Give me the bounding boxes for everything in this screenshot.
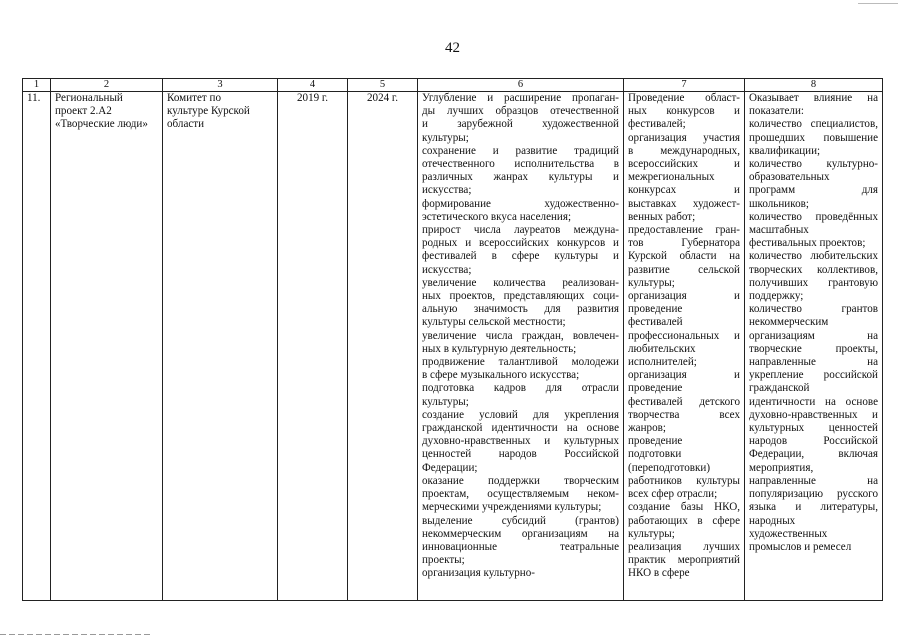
text-line: промыслов и ремесел [749, 540, 852, 553]
top-edge-rule [858, 3, 898, 4]
text-line: проведение [628, 435, 683, 448]
text-line: всероссийских и [628, 158, 740, 171]
text-line: фестивалей в сфере культуры и [422, 250, 619, 263]
text-line: гражданской идентичности на основе [422, 422, 619, 435]
column-header: 5 [348, 79, 418, 92]
text-line: укрепление российской [749, 369, 878, 382]
text-line: некоммерческим организациям на [422, 527, 619, 540]
text-line: (переподготовки) [628, 461, 711, 474]
column-header: 2 [51, 79, 163, 92]
text-line: творческие проекты, [749, 342, 878, 355]
text-line: инновационные театральные [422, 540, 619, 553]
text-line: фестивалей; [628, 118, 686, 131]
text-line: искусства; [422, 263, 472, 276]
text-line: организация и [628, 369, 740, 382]
text-line: области [167, 118, 205, 131]
text-line: выделение субсидий (грантов) [422, 514, 619, 527]
text-line: художественных [749, 527, 828, 540]
text-line: программ для [749, 184, 878, 197]
text-line: и зарубежной художественной [422, 118, 619, 131]
text-line: НКО в сфере [628, 567, 690, 580]
text-line: Оказывает влияние на [749, 92, 878, 104]
text-line: проект 2.А2 [55, 105, 112, 118]
column-header: 3 [163, 79, 278, 92]
text-line: ных проектов, представляющих соци- [422, 290, 619, 303]
text-line: организациям на [749, 329, 878, 342]
text-line: масштабных [749, 224, 809, 237]
bottom-edge-rule [0, 634, 150, 635]
text-line: реализация лучших [628, 540, 740, 553]
text-line: количество проведённых [749, 210, 878, 223]
text-line: всех сфер отрасли; [628, 488, 718, 501]
text-line: подготовка кадров для отрасли [422, 382, 619, 395]
text-line: в сфере музыкального искусства; [422, 369, 580, 382]
text-line: проектам, осуществляемым неком- [422, 488, 619, 501]
text-line: выставках художест- [628, 197, 740, 210]
text-line: Федерации, включая [749, 448, 878, 461]
text-line: искусства; [422, 184, 472, 197]
text-line: проведение [628, 382, 683, 395]
start-year-cell: 2019 г. [278, 92, 348, 601]
text-line: оказание поддержки творческим [422, 474, 619, 487]
text-line: продвижение талантливой молодежи [422, 356, 619, 369]
text-line: идентичности на основе [749, 395, 878, 408]
page-number: 42 [445, 40, 460, 56]
column-header: 4 [278, 79, 348, 92]
text-line: популяризацию русского [749, 488, 878, 501]
text-line: развитие сельской [628, 263, 740, 276]
text-line: фестивалей детского [628, 395, 740, 408]
text-line: прошедших повышение [749, 131, 878, 144]
text-line: мероприятия, [749, 461, 814, 474]
text-line: тов Губернатора [628, 237, 740, 250]
text-line: организация культурно- [422, 567, 535, 580]
activities-cell [624, 92, 745, 601]
text-line: создание условий для укрепления [422, 408, 619, 421]
text-line: культуры сельской местности; [422, 316, 566, 329]
text-line: проекты; [422, 554, 465, 567]
text-line: ных конкурсов и [628, 105, 740, 118]
text-line: организация и [628, 290, 740, 303]
text-line: межрегиональных [628, 171, 715, 184]
text-line: формирование художественно- [422, 197, 619, 210]
text-line: языка и литературы, [749, 501, 878, 514]
text-line: прирост числа лауреатов междуна- [422, 224, 619, 237]
text-line: различных жанрах культуры и [422, 171, 619, 184]
text-line: профессиональных и [628, 329, 740, 342]
text-line: практик мероприятий [628, 554, 740, 567]
text-line: в международных, [628, 144, 740, 157]
text-line: гражданской [749, 382, 810, 395]
text-line: Комитет по [167, 92, 222, 104]
text-line: Региональный [55, 92, 123, 104]
text-line: Курской области на [628, 250, 740, 263]
text-line: направленные на [749, 474, 878, 487]
text-line: количество грантов [749, 303, 878, 316]
activities-table [22, 78, 883, 601]
text-line: подготовки [628, 448, 682, 461]
text-line: поддержку; [749, 290, 804, 303]
text-line: работающих в сфере [628, 514, 740, 527]
text-line: направленные на [749, 356, 878, 369]
text-line: культуры; [628, 276, 675, 289]
text-line: сохранение и развитие традиций [422, 144, 619, 157]
text-line: творчества всех [628, 408, 740, 421]
text-line: народов Российской [749, 435, 878, 448]
column-header: 6 [418, 79, 624, 92]
indicators-cell [745, 92, 883, 601]
text-line: фестивальных проектов; [749, 237, 866, 250]
text-line: мерческими учреждениями культуры; [422, 501, 602, 514]
text-line: некоммерческим [749, 316, 829, 329]
table-row [23, 92, 883, 601]
text-line: квалификации; [749, 144, 821, 157]
text-line: культуры; [628, 527, 675, 540]
text-line: народных [749, 514, 796, 527]
text-line: количество культурно- [749, 158, 878, 171]
text-line: духовно-нравственных и культурных [422, 435, 619, 448]
end-year-cell: 2024 г. [348, 92, 418, 601]
text-line: Федерации; [422, 461, 478, 474]
text-line: любительских [628, 342, 696, 355]
text-line: создание базы НКО, [628, 501, 740, 514]
text-line: увеличение количества реализован- [422, 276, 619, 289]
text-line: фестивалей [628, 316, 683, 329]
text-line: культуры; [422, 395, 469, 408]
column-header: 8 [745, 79, 883, 92]
text-line: организация участия [628, 131, 740, 144]
text-line: отечественного исполнительства в [422, 158, 619, 171]
row-number-cell: 11. [23, 92, 51, 601]
column-header: 1 [23, 79, 51, 92]
text-line: Углубление и расширение пропаган- [422, 92, 619, 104]
text-line: предоставление гран- [628, 224, 740, 237]
text-line: венных работ; [628, 210, 696, 223]
results-cell [418, 92, 624, 601]
text-line: духовно-нравственных и [749, 408, 878, 421]
text-line: альную значимость для развития [422, 303, 619, 316]
text-line: ценностей народов Российской [422, 448, 619, 461]
text-line: творческих коллективов, [749, 263, 878, 276]
text-line: количество специалистов, [749, 118, 878, 131]
column-number-row [23, 79, 883, 92]
project-name-cell [51, 92, 163, 601]
text-line: культуры; [422, 131, 469, 144]
text-line: школьников; [749, 197, 809, 210]
text-line: эстетического вкуса населения; [422, 210, 572, 223]
text-line: образовательных [749, 171, 830, 184]
text-line: жанров; [628, 422, 666, 435]
text-line: культуре Курской [167, 105, 250, 118]
text-line: ных в культурную деятельность; [422, 342, 577, 355]
text-line: родных и всероссийских конкурсов и [422, 237, 619, 250]
text-line: работников культуры [628, 474, 740, 487]
column-header: 7 [624, 79, 745, 92]
text-line: Проведение област- [628, 92, 740, 104]
text-line: увеличение числа граждан, вовлечен- [422, 329, 619, 342]
text-line: количество любительских [749, 250, 878, 263]
text-line: конкурсах и [628, 184, 740, 197]
text-line: показатели: [749, 105, 804, 118]
text-line: ды лучших образцов отечественной [422, 105, 619, 118]
text-line: «Творческие люди» [55, 118, 148, 131]
text-line: получивших грантовую [749, 276, 878, 289]
executor-cell [163, 92, 278, 601]
text-line: проведение [628, 303, 683, 316]
text-line: культурных ценностей [749, 422, 878, 435]
text-line: исполнителей; [628, 356, 697, 369]
